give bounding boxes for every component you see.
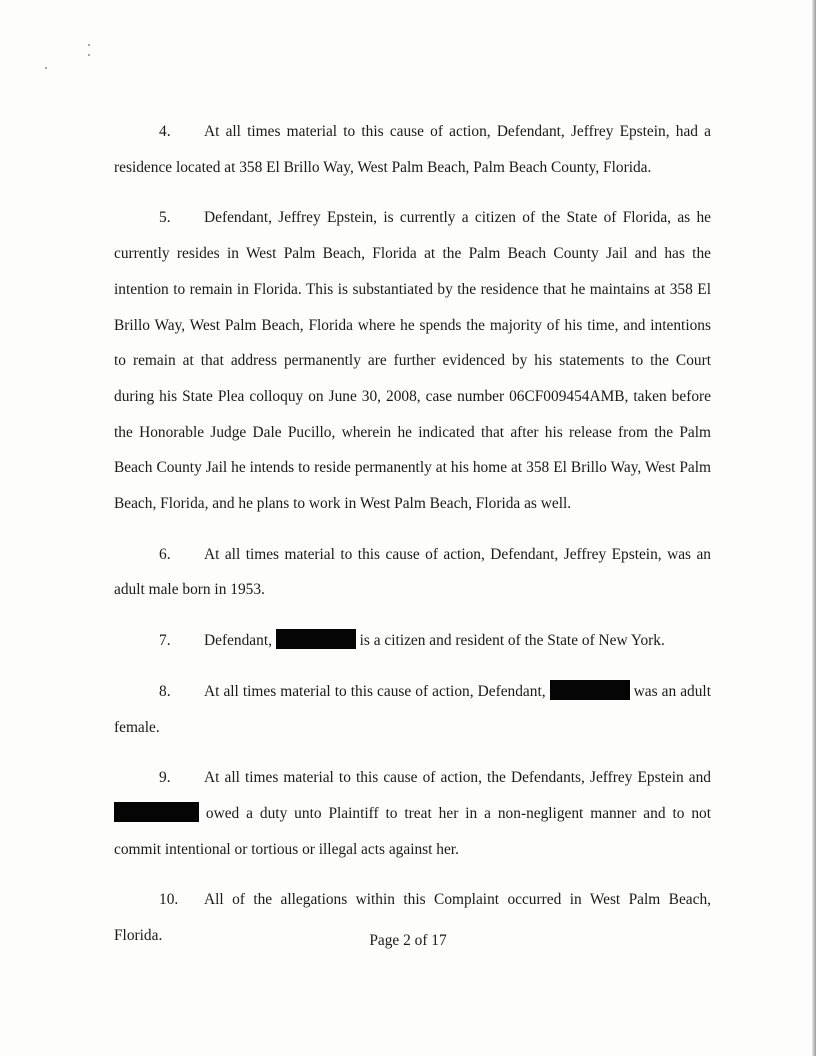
document-body <box>114 114 711 969</box>
redaction-box <box>276 629 356 649</box>
paragraph-8 <box>114 674 711 745</box>
paragraph-text: At all times material to this cause of action, Defendant, Jeffrey Epstein, had a residence located at 358 El Brillo Way, West Palm Beach, Palm Beach County, Florida. <box>114 123 711 176</box>
redaction-box <box>550 680 630 700</box>
paragraph-9 <box>114 760 711 867</box>
paragraph-text-before: Defendant, <box>204 632 276 650</box>
page-edge-shadow <box>812 0 816 1056</box>
paragraph-5 <box>114 200 711 521</box>
paragraph-6 <box>114 537 711 608</box>
scan-speck <box>88 54 90 56</box>
page-number-footer: Page 2 of 17 <box>369 932 447 949</box>
paragraph-number: 8. <box>159 682 171 700</box>
paragraph-text-before: At all times material to this cause of action, Defendant, <box>204 682 550 700</box>
paragraph-number: 9. <box>159 769 171 787</box>
paragraph-number: 7. <box>159 632 171 650</box>
paragraph-text: Defendant, Jeffrey Epstein, is currently a citizen of the State of Florida, as he currently resides in West Palm Beach, Florida at the Palm Beach County Jail and has the intention to remain in Florida. This is substantiated by the residence that he maintains at 358 El Brillo Way, West Palm Beach, Florida where he spends the majority of his time, and intentions to remain at that address permanently are further evidenced by his statements to the Court during his State Plea colloquy on June 30, 2008, case number 06CF009454AMB, taken before the Honorable Judge Dale Pucillo, wherein he indicated that after his release from the Palm Beach County Jail he intends to reside permanently at his home at 358 El Brillo Way, West Palm Beach, Florida, and he plans to work in West Palm Beach, Florida as well. <box>114 209 711 513</box>
redaction-box <box>114 802 199 822</box>
paragraph-4 <box>114 114 711 185</box>
scan-speck <box>45 67 47 69</box>
paragraph-number: 5. <box>159 209 171 227</box>
paragraph-text: All of the allegations within this Complaint occurred in West Palm Beach, Florida. <box>114 891 711 945</box>
paragraph-7 <box>114 623 711 659</box>
paragraph-number: 6. <box>159 545 171 563</box>
paragraph-number: 4. <box>159 123 171 140</box>
paragraph-text-after: was an adult female. <box>114 682 711 736</box>
paragraph-number: 10. <box>159 891 179 909</box>
paragraph-text: At all times material to this cause of action, Defendant, Jeffrey Epstein, was an adult male born in 1953. <box>114 545 711 599</box>
scan-speck <box>88 44 90 46</box>
paragraph-text-after: owed a duty unto Plaintiff to treat her in a non-negligent manner and to not commit intentional or tortious or illegal acts against her. <box>114 804 711 858</box>
paragraph-text-after: is a citizen and resident of the State of New York. <box>355 632 665 650</box>
paragraph-text-before: At all times material to this cause of action, the Defendants, Jeffrey Epstein and <box>204 769 711 787</box>
